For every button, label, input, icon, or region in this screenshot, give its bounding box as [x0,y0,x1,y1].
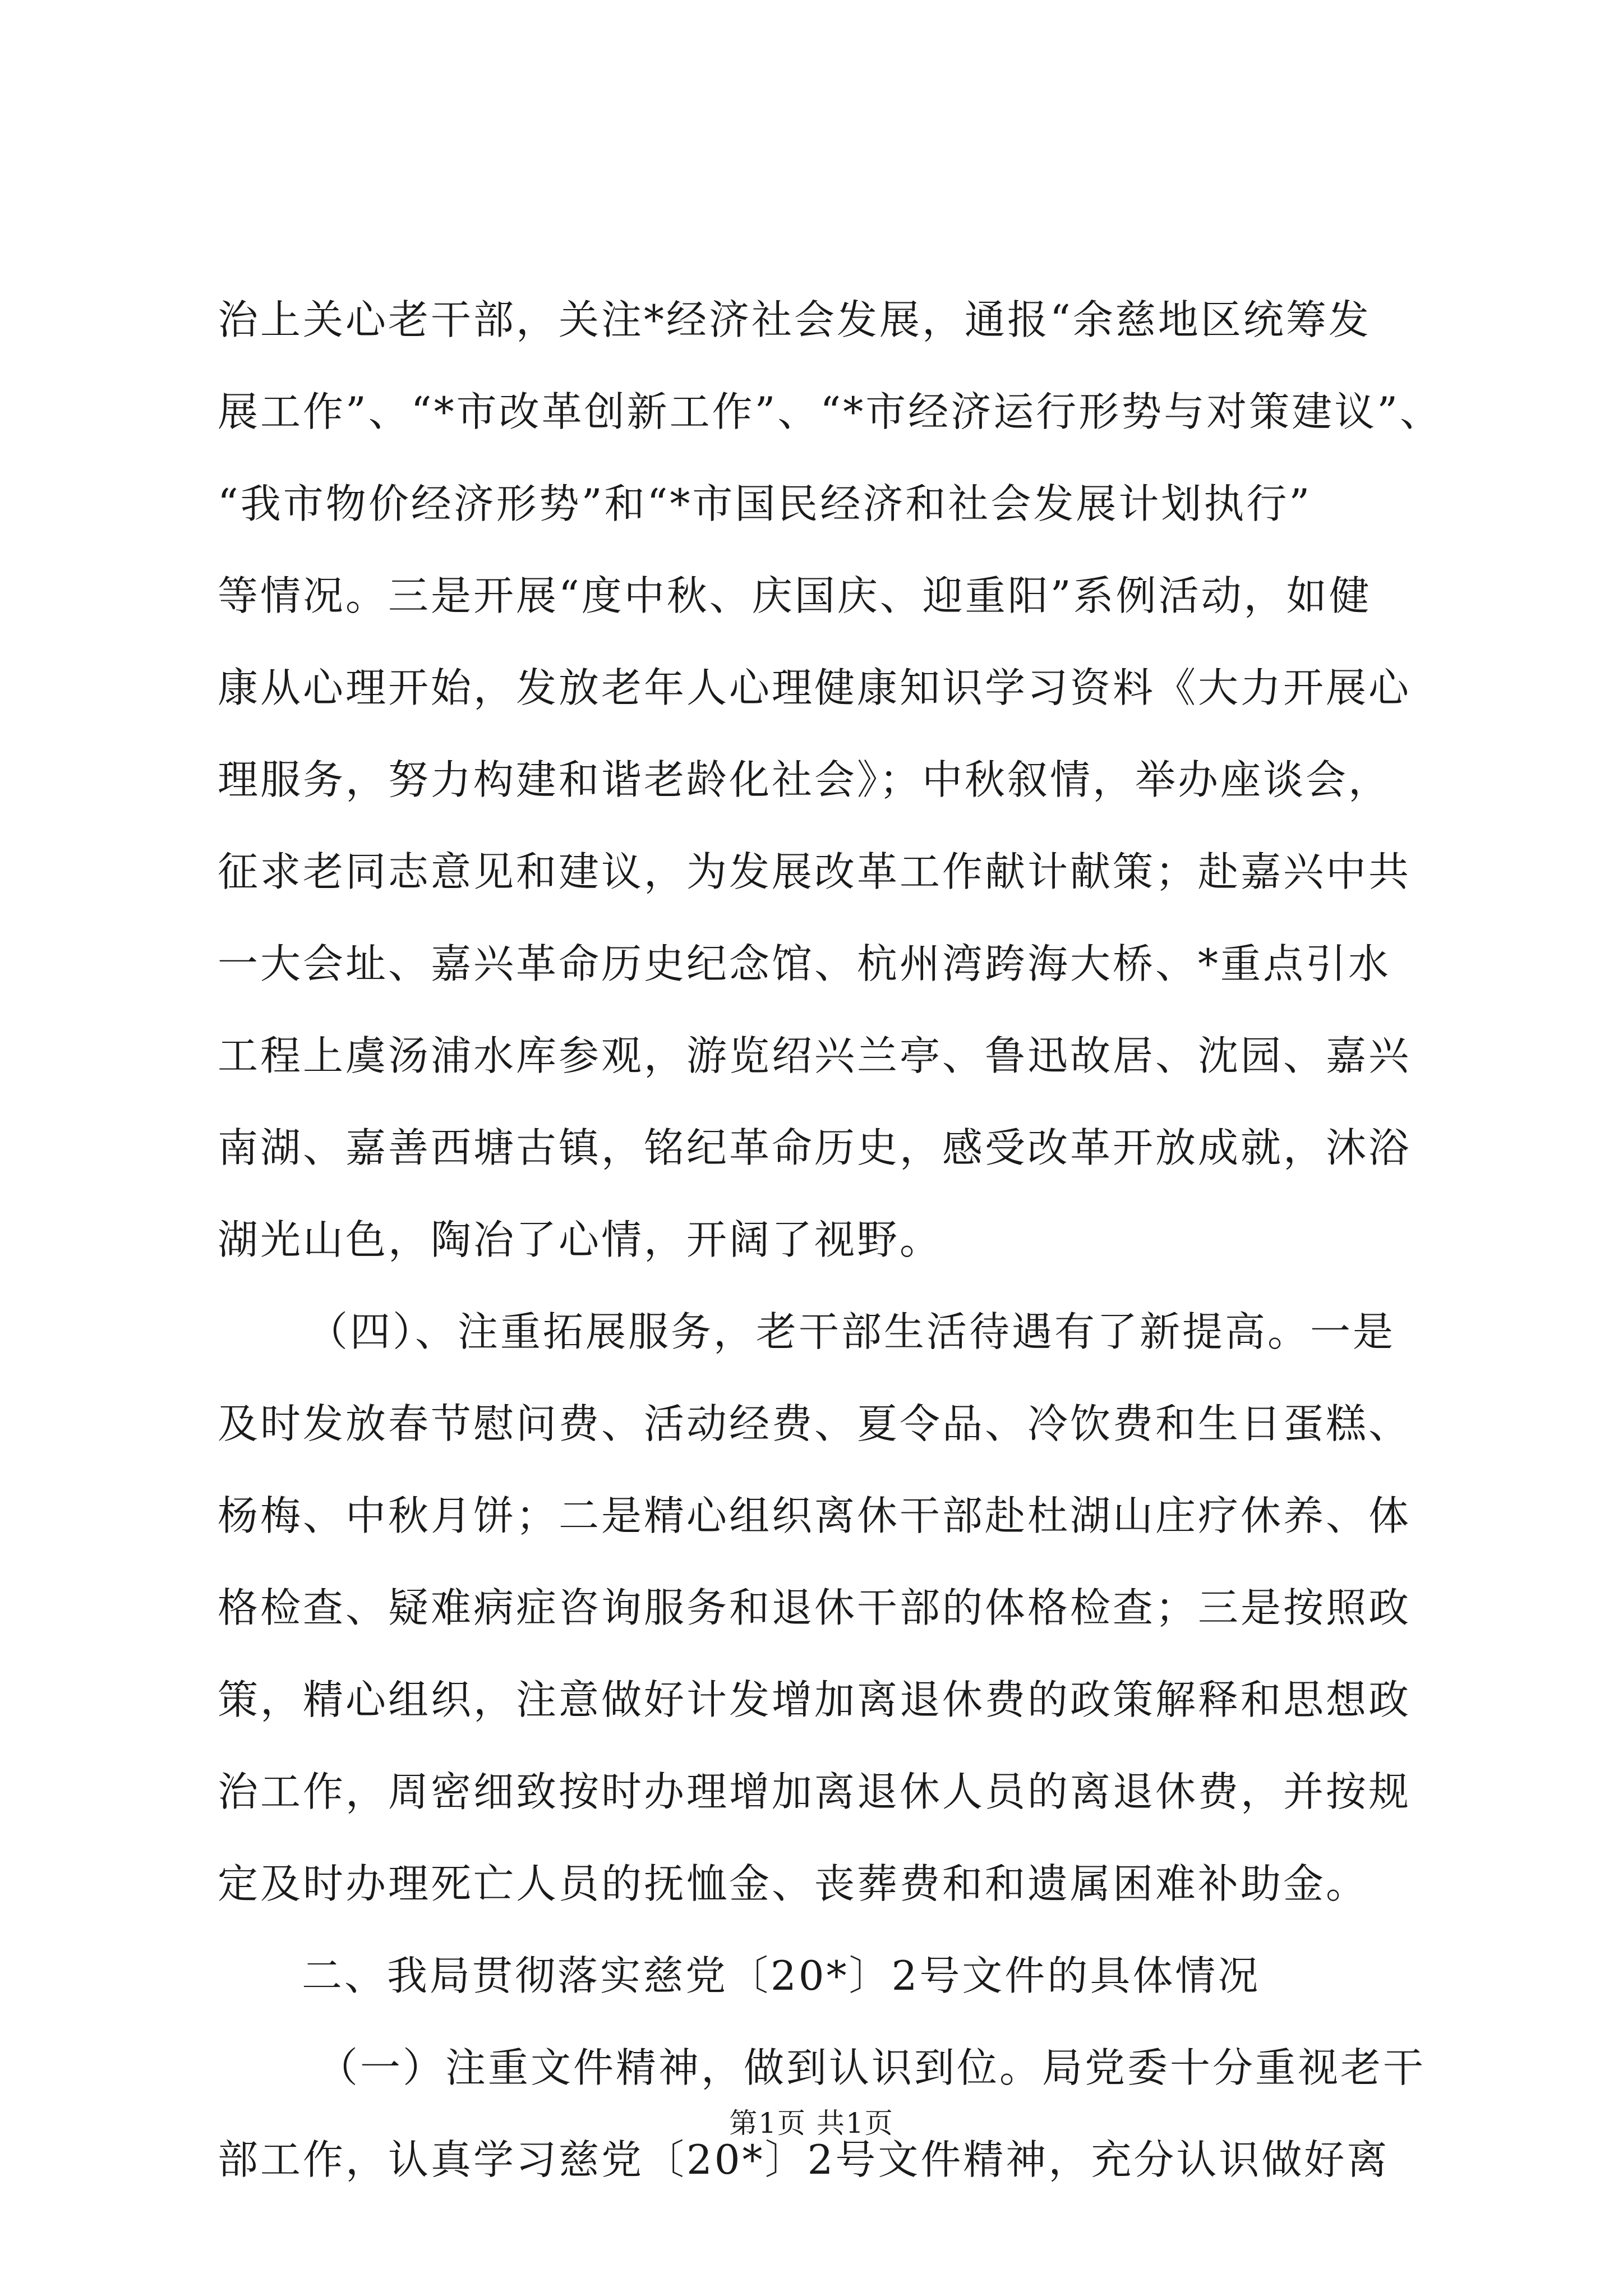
text-line: 部工作，认真学习慈党〔20*〕2号文件精神，充分认识做好离 [218,2136,1390,2183]
text-line: 展工作”、“*市改革创新工作”、“*市经济运行形势与对策建议”、 [218,388,1443,435]
text-line: 康从心理开始，发放老年人心理健康知识学习资料《大力开展心 [218,664,1412,711]
text-line: 征求老同志意见和建议，为发展改革工作献计献策；赴嘉兴中共 [218,848,1412,895]
page-footer: 第1页 共1页 [729,2107,894,2139]
text-line: 治上关心老干部，关注*经济社会发展，通报“余慈地区统筹发 [218,296,1371,343]
text-line: 定及时办理死亡人员的抚恤金、丧葬费和和遗属困难补助金。 [218,1860,1369,1907]
text-line: 理服务，努力构建和谐老龄化社会》；中秋叙情，举办座谈会， [218,756,1391,803]
text-line: 湖光山色，陶冶了心情，开阔了视野。 [218,1216,943,1263]
text-line: 工程上虞汤浦水库参观，游览绍兴兰亭、鲁迅故居、沈园、嘉兴 [218,1032,1412,1079]
section-heading: 二、我局贯彻落实慈党〔20*〕2号文件的具体情况 [302,1952,1261,1999]
text-line: 格检查、疑难病症咨询服务和退休干部的体格检查；三是按照政 [218,1584,1412,1631]
text-line: （四）、注重拓展服务，老干部生活待遇有了新提高。一是 [307,1308,1396,1355]
text-line: 等情况。三是开展“度中秋、庆国庆、迎重阳”系例活动，如健 [218,572,1372,619]
text-line: 南湖、嘉善西塘古镇，铭纪革命历史，感受改革开放成就，沐浴 [218,1124,1412,1171]
document-body [218,274,1443,2206]
text-line: “我市物价经济形势”和“*市国民经济和社会发展计划执行” [218,480,1312,527]
text-line: 一大会址、嘉兴革命历史纪念馆、杭州湾跨海大桥、*重点引水 [218,940,1391,987]
text-line: 及时发放春节慰问费、活动经费、夏令品、冷饮费和生日蛋糕、 [218,1400,1412,1447]
text-line: （一）注重文件精神，做到认识到位。局党委十分重视老干 [317,2044,1426,2091]
text-line: 治工作，周密细致按时办理增加离退休人员的离退休费，并按规 [218,1768,1412,1815]
text-line: 杨梅、中秋月饼；二是精心组织离休干部赴杜湖山庄疗休养、体 [218,1492,1412,1539]
text-line: 策，精心组织，注意做好计发增加离退休费的政策解释和思想政 [218,1676,1412,1723]
